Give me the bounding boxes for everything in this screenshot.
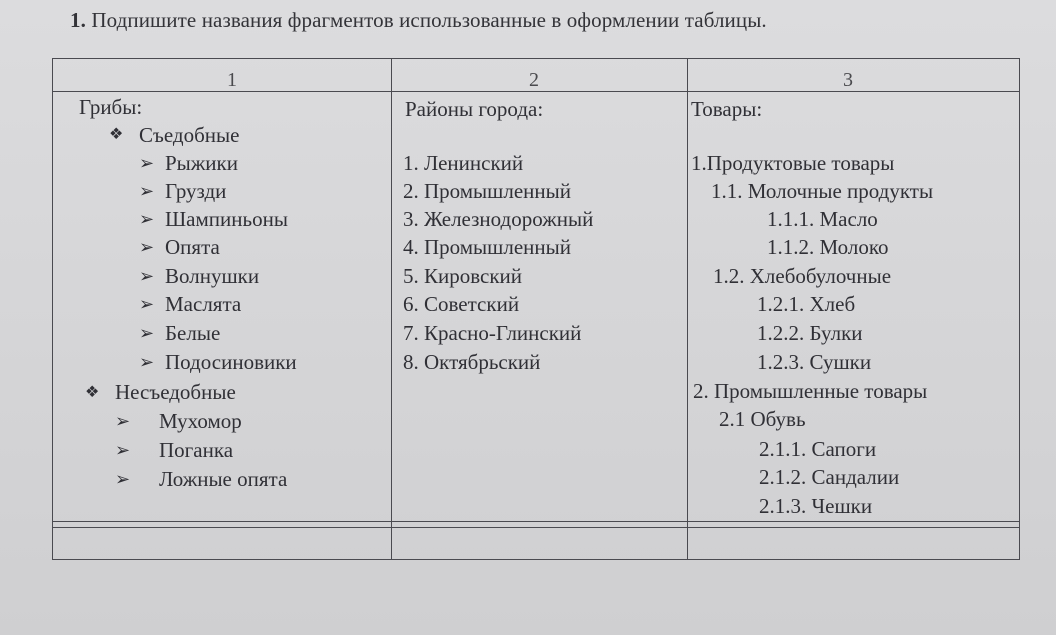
arrow-bullet-icon: ➢: [139, 181, 155, 201]
arrow-bullet-icon: ➢: [139, 294, 155, 314]
list-item: 1.1.2. Молоко: [767, 235, 889, 259]
column-divider-1: [391, 59, 392, 559]
arrow-bullet-icon: ➢: [139, 323, 155, 343]
list-item: 1.1.1. Масло: [767, 207, 878, 231]
list-item: Маслята: [165, 292, 242, 316]
arrow-bullet-icon: ➢: [139, 352, 155, 372]
arrow-bullet-icon: ➢: [139, 266, 155, 286]
arrow-bullet-icon: ➢: [115, 469, 131, 489]
diamond-bullet-icon: ❖: [85, 384, 100, 401]
arrow-bullet-icon: ➢: [115, 440, 131, 460]
list-item: 1.1. Молочные продукты: [711, 179, 934, 203]
list-item: 2.1.3. Чешки: [759, 494, 873, 518]
list-item: 1.2.2. Булки: [757, 321, 863, 345]
list-item: 2. Промышленные товары: [693, 379, 928, 403]
list-item: 2.1.2. Сандалии: [759, 465, 900, 489]
list-item: 2. Промышленный: [403, 179, 571, 203]
list-item: Шампиньоны: [165, 207, 288, 231]
list-item: 2.1.1. Сапоги: [759, 437, 877, 461]
list-item: 1.2.1. Хлеб: [757, 292, 856, 316]
col1-edible-label: Съедобные: [139, 123, 240, 147]
task-title: [70, 8, 767, 33]
list-item: Ложные опята: [159, 467, 288, 491]
arrow-bullet-icon: ➢: [115, 411, 131, 431]
column-divider-2: [687, 59, 688, 559]
list-item: Опята: [165, 235, 220, 259]
arrow-bullet-icon: ➢: [139, 237, 155, 257]
list-item: Рыжики: [165, 151, 238, 175]
column-header-3: 3: [843, 69, 853, 91]
list-item: Подосиновики: [165, 350, 297, 374]
list-item: 2.1 Обувь: [719, 407, 806, 431]
bottom-row-divider: [53, 521, 1019, 522]
list-item: 4. Промышленный: [403, 235, 571, 259]
list-item: 1.Продуктовые товары: [691, 151, 895, 175]
col1-inedible-label: Несъедобные: [115, 380, 236, 404]
list-item: 1.2.3. Сушки: [757, 350, 872, 374]
arrow-bullet-icon: ➢: [139, 153, 155, 173]
list-item: 5. Кировский: [403, 264, 523, 288]
list-item: 1.2. Хлебобулочные: [713, 264, 892, 288]
document-table: [52, 58, 1020, 560]
list-item: Волнушки: [165, 264, 260, 288]
list-item: Мухомор: [159, 409, 242, 433]
col1-title: Грибы:: [79, 95, 143, 119]
list-item: 7. Красно-Глинский: [403, 321, 582, 345]
diamond-bullet-icon: ❖: [109, 126, 124, 143]
task-number: 1.: [70, 8, 86, 32]
list-item: 6. Советский: [403, 292, 520, 316]
list-item: 3. Железнодорожный: [403, 207, 594, 231]
col2-title: Районы города:: [405, 97, 544, 121]
list-item: Грузди: [165, 179, 227, 203]
column-header-2: 2: [529, 69, 539, 91]
list-item: Белые: [165, 321, 221, 345]
column-header-1: 1: [227, 69, 237, 91]
col3-title: Товары:: [691, 97, 763, 121]
task-text: Подпишите названия фрагментов использованные в оформлении таблицы.: [91, 8, 767, 32]
list-item: 8. Октябрьский: [403, 350, 541, 374]
list-item: Поганка: [159, 438, 234, 462]
list-item: 1. Ленинский: [403, 151, 524, 175]
arrow-bullet-icon: ➢: [139, 209, 155, 229]
bottom-row-divider-inner: [53, 527, 1019, 528]
